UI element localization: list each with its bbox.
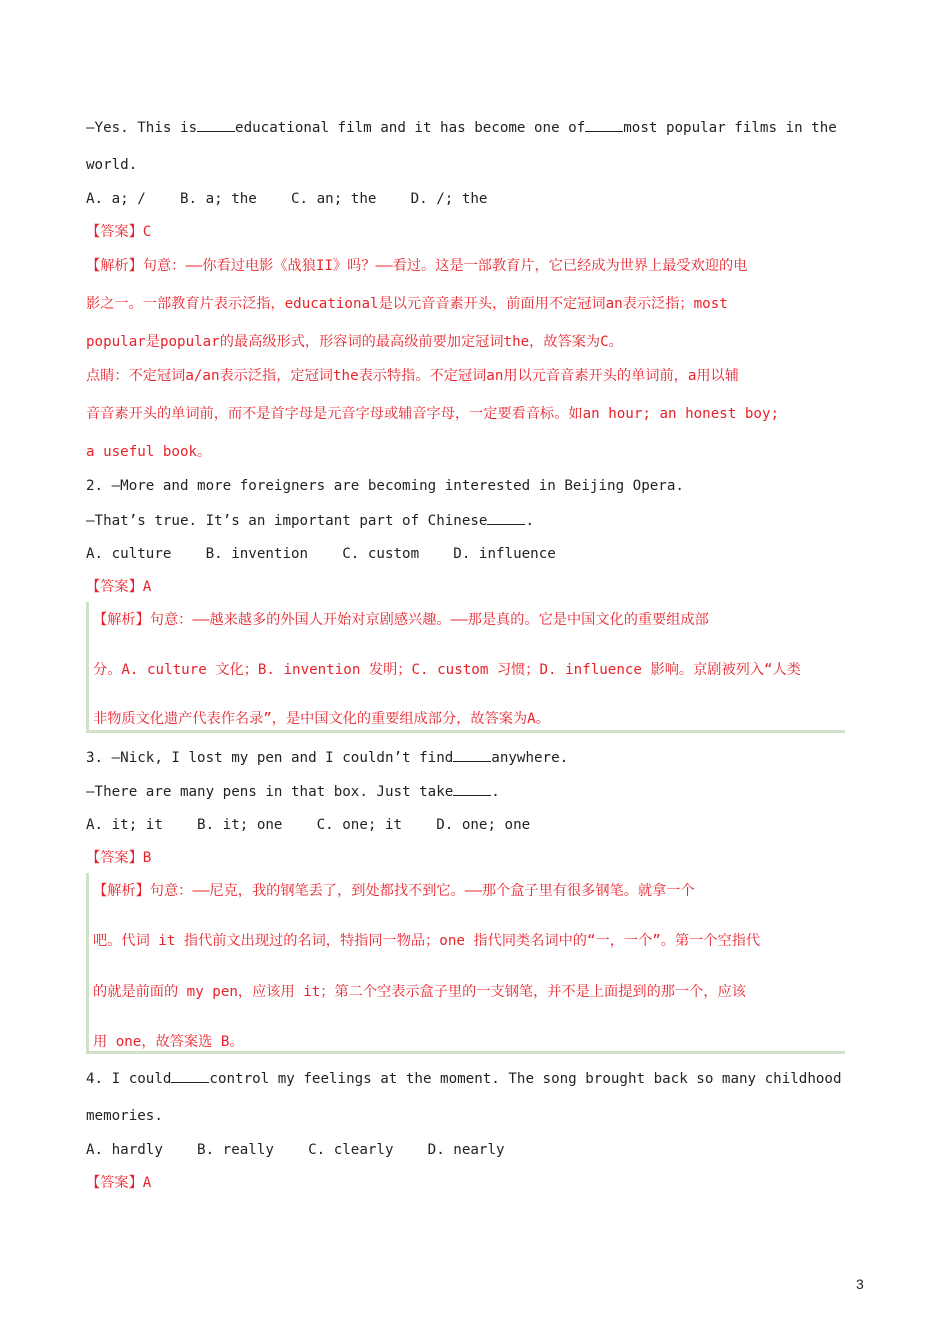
q2-text-a: —That’s true. It’s an important part of Chinese xyxy=(86,513,488,529)
q2-line2 xyxy=(86,510,534,531)
q1-text-b: educational film and it has become one of xyxy=(235,120,586,136)
q2-analysis-2: 分。A. culture 文化；B. invention 发明；C. custom 习惯；D. influence 影响。京剧被列入“人类 xyxy=(93,662,801,678)
q2-analysis-box xyxy=(86,602,845,733)
blank xyxy=(197,117,235,132)
blank xyxy=(171,1068,209,1083)
q1-tip-1: 点睛：不定冠词a/an表示泛指，定冠词the表示特指。不定冠词an用以元音音素开头的单词前，a用以辅 xyxy=(86,368,739,384)
blank xyxy=(585,117,623,132)
q3-analysis-box xyxy=(86,873,845,1054)
q3-text-d: . xyxy=(491,784,500,800)
q3-line2 xyxy=(86,781,500,802)
q3-text-a: 3. —Nick, I lost my pen and I couldn’t find xyxy=(86,750,454,766)
q2-line1: 2. —More and more foreigners are becoming interested in Beijing Opera. xyxy=(86,478,684,494)
q1-text-a: —Yes. This is xyxy=(86,120,198,136)
q4-text-b: control my feelings at the moment. The song brought back so many childhood xyxy=(209,1071,842,1087)
q3-options: A. it; it B. it; one C. one; it D. one; one xyxy=(86,817,531,833)
page-number: 3 xyxy=(856,1276,864,1292)
q2-analysis-3: 非物质文化遗产代表作名录”，是中国文化的重要组成部分，故答案为A。 xyxy=(93,711,550,727)
q3-analysis-3: 的就是前面的 my pen，应该用 it；第二个空表示盒子里的一支钢笔，并不是上面提到的那一个，应该 xyxy=(93,984,746,1000)
q1-analysis-2: 影之一。一部教育片表示泛指，educational是以元音音素开头，前面用不定冠词an表示泛指；most xyxy=(86,296,728,312)
q2-analysis-1: 【解析】句意：——越来越多的外国人开始对京剧感兴趣。——那是真的。它是中国文化的重要组成部 xyxy=(93,612,709,628)
q1-analysis-1: 【解析】句意：——你看过电影《战狼II》吗？——看过。这是一部教育片，它已经成为世界上最受欢迎的电 xyxy=(86,258,748,274)
q3-analysis-2: 吧。代词 it 指代前文出现过的名词，特指同一物品；one 指代同类名词中的“一，一个”。第一个空指代 xyxy=(93,933,761,949)
q3-analysis-1: 【解析】句意：——尼克，我的钢笔丢了，到处都找不到它。——那个盒子里有很多钢笔。就拿一个 xyxy=(93,883,695,899)
q2-answer: 【答案】A xyxy=(86,579,152,595)
q2-options: A. culture B. invention C. custom D. influence xyxy=(86,546,556,562)
blank xyxy=(453,781,491,796)
q1-line2: world. xyxy=(86,157,138,173)
q1-line1 xyxy=(86,117,837,138)
q3-answer: 【答案】B xyxy=(86,850,152,866)
q4-line1 xyxy=(86,1068,842,1089)
q4-answer: 【答案】A xyxy=(86,1175,152,1191)
q1-answer: 【答案】C xyxy=(86,224,152,240)
q3-text-b: anywhere. xyxy=(491,750,569,766)
q1-analysis-3: popular是popular的最高级形式，形容词的最高级前要加定冠词the，故答案为C。 xyxy=(86,334,623,350)
q2-text-b: . xyxy=(525,513,535,529)
q4-options: A. hardly B. really C. clearly D. nearly xyxy=(86,1142,505,1158)
blank xyxy=(453,747,491,762)
q1-text-c: most popular films in the xyxy=(623,120,837,136)
blank xyxy=(487,510,525,525)
q1-options: A. a; / B. a; the C. an; the D. /; the xyxy=(86,191,488,207)
q4-line2: memories. xyxy=(86,1108,163,1124)
q3-line1 xyxy=(86,747,568,768)
q1-tip-3: a useful book。 xyxy=(86,444,212,460)
q3-analysis-4: 用 one，故答案选 B。 xyxy=(93,1034,244,1050)
q3-text-c: —There are many pens in that box. Just take xyxy=(86,784,454,800)
q4-text-a: 4. I could xyxy=(86,1071,172,1087)
q1-tip-2: 音音素开头的单词前，而不是首字母是元音字母或辅音字母，一定要看音标。如an hour; an honest boy; xyxy=(86,406,780,422)
